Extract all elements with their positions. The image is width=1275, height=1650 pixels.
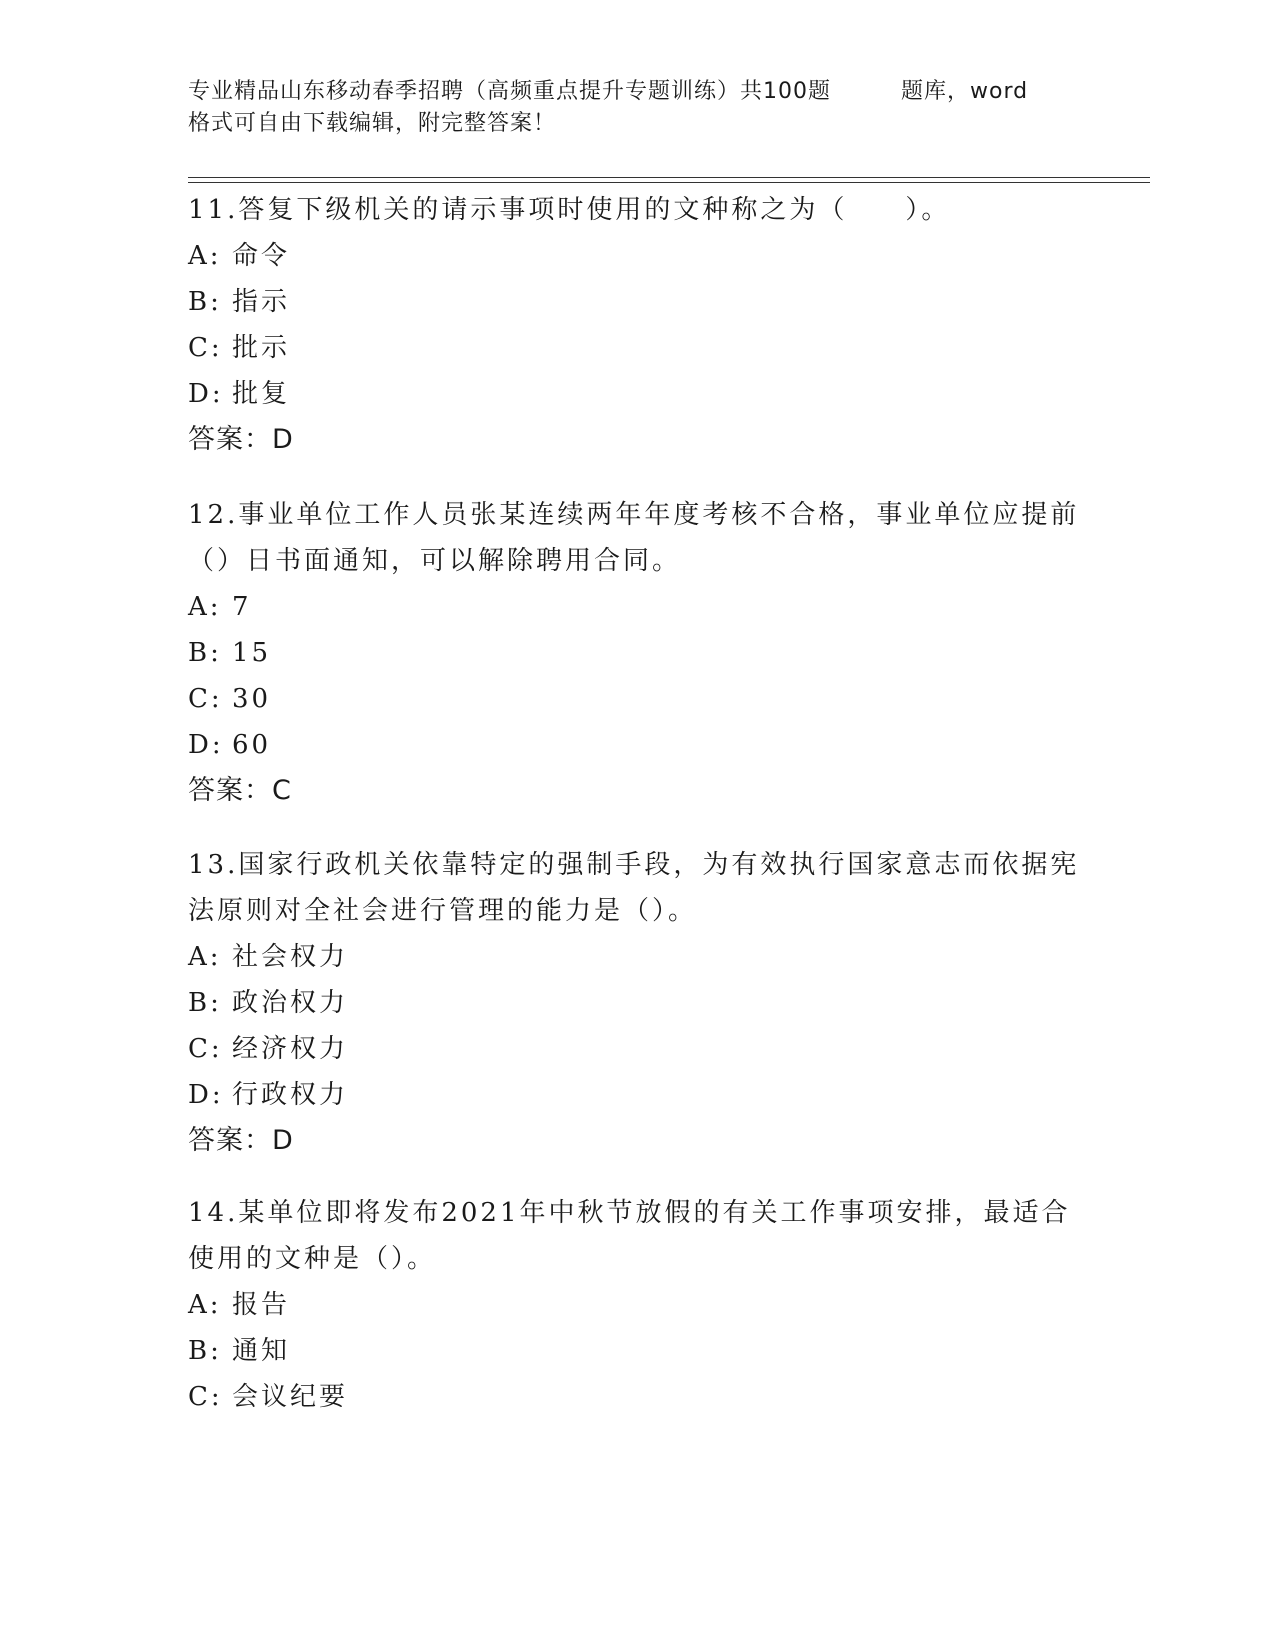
question-11 <box>188 187 1088 463</box>
option-a: A: 社会权力 <box>188 942 349 972</box>
answer: 答案：D <box>188 424 294 455</box>
option-d: D: 行政权力 <box>188 1080 349 1110</box>
question-13 <box>188 842 1088 1164</box>
option-a: A: 报告 <box>188 1290 291 1320</box>
question-text: 13.国家行政机关依靠特定的强制手段，为有效执行国家意志而依据宪法原则对全社会进行管理的能力是（）。 <box>188 850 1080 926</box>
option-d: D: 60 <box>188 730 272 760</box>
question-14 <box>188 1190 1088 1420</box>
question-text: 14.某单位即将发布2021年中秋节放假的有关工作事项安排，最适合使用的文种是（）。 <box>188 1198 1071 1274</box>
question-text: 11.答复下级机关的请示事项时使用的文种称之为（ ）。 <box>188 195 951 225</box>
header-line-2: 格式可自由下载编辑，附完整答案！ <box>188 111 557 136</box>
option-a: A: 命令 <box>188 241 291 271</box>
header-title-suffix: 题库，word <box>901 79 1029 104</box>
header-title: 专业精品山东移动春季招聘（高频重点提升专题训练）共100题 <box>188 79 831 104</box>
option-c: C: 经济权力 <box>188 1034 349 1064</box>
document-header <box>188 76 1088 140</box>
option-b: B: 通知 <box>188 1336 291 1366</box>
option-b: B: 15 <box>188 638 272 668</box>
option-c: C: 30 <box>188 684 272 714</box>
question-12 <box>188 492 1088 814</box>
option-d: D: 批复 <box>188 379 291 409</box>
question-text: 12.事业单位工作人员张某连续两年年度考核不合格，事业单位应提前（）日书面通知，可以解除聘用合同。 <box>188 500 1080 576</box>
option-b: B: 指示 <box>188 287 291 317</box>
answer: 答案：C <box>188 775 292 806</box>
option-c: C: 批示 <box>188 333 291 363</box>
option-c: C: 会议纪要 <box>188 1382 349 1412</box>
header-line-1 <box>188 76 1088 108</box>
option-a: A: 7 <box>188 592 252 622</box>
header-divider-bottom <box>188 182 1150 183</box>
option-b: B: 政治权力 <box>188 988 349 1018</box>
answer: 答案：D <box>188 1125 294 1156</box>
header-divider-top <box>188 177 1150 178</box>
